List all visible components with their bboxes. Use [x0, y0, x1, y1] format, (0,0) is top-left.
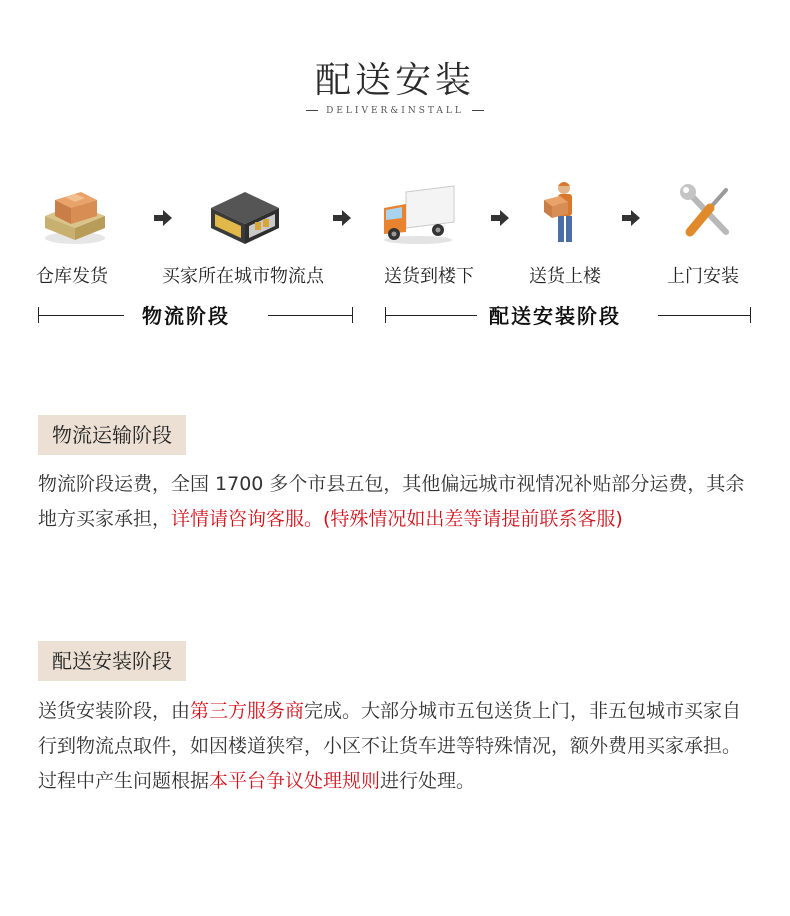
- arrow-right-icon: [154, 210, 172, 226]
- arrow-right-icon: [622, 210, 640, 226]
- section-text-highlight: 本平台争议处理规则: [209, 770, 381, 792]
- phase-bracket-line: [268, 315, 352, 316]
- phase-bracket-line: [658, 315, 750, 316]
- arrow-right-icon: [333, 210, 351, 226]
- phase-label-logistics: 物流阶段: [142, 304, 230, 328]
- step-truck: [358, 178, 478, 248]
- page-subtitle: [0, 106, 790, 116]
- logistics-station-icon: [205, 178, 285, 248]
- section-text-logistics: [38, 467, 754, 537]
- step-label-warehouse: 仓库发货: [36, 266, 108, 287]
- delivery-truck-icon: [378, 178, 458, 248]
- section-text-delivery-install: [38, 694, 754, 799]
- phase-bracket-line: [385, 315, 477, 316]
- phase-bracket-tick: [750, 307, 751, 323]
- warehouse-box-icon: [35, 178, 115, 248]
- phase-label-delivery-install: 配送安装阶段: [489, 304, 621, 328]
- section-heading-delivery-install: 配送安装阶段: [38, 641, 186, 681]
- step-logistics-station: [185, 178, 305, 248]
- step-courier: [500, 178, 620, 248]
- step-label-install: 上门安装: [667, 266, 739, 287]
- section-text-plain: 完成。大部分城市五包送货上门，非五包城市买家自行到物流点取件，如因楼道狭窄，小区不让货车进等特殊情况，额外费用买家承担。过程中产生问题根据: [38, 700, 742, 792]
- step-warehouse: [15, 178, 135, 248]
- step-label-truck: 送货到楼下: [384, 266, 474, 287]
- section-text-highlight: 详情请咨询客服。(特殊情况如出差等请提前联系客服): [171, 508, 623, 530]
- subtitle-dash-left: [306, 110, 318, 111]
- step-label-courier: 送货上楼: [529, 266, 601, 287]
- section-text-highlight: 第三方服务商: [190, 700, 305, 722]
- phase-bracket-line: [38, 315, 124, 316]
- subtitle-dash-right: [472, 110, 484, 111]
- wrench-screwdriver-icon: [666, 178, 746, 248]
- courier-carrying-box-icon: [520, 178, 600, 248]
- section-text-plain: 进行处理。: [380, 770, 476, 792]
- page-title: 配送安装: [314, 60, 475, 101]
- section-text-plain: 送货安装阶段，由: [38, 700, 191, 722]
- subtitle-text: DELIVER&INSTALL: [326, 106, 464, 116]
- phase-bracket-tick: [352, 307, 353, 323]
- section-text-plain: 物流阶段运费，全国 1700 多个市县五包，其他偏远城市视情况补贴部分运费，其余地方买家承担，: [38, 473, 745, 530]
- step-label-logistics: 买家所在城市物流点: [162, 266, 324, 287]
- section-heading-logistics: 物流运输阶段: [38, 415, 186, 455]
- step-install: [646, 178, 766, 248]
- arrow-right-icon: [491, 210, 509, 226]
